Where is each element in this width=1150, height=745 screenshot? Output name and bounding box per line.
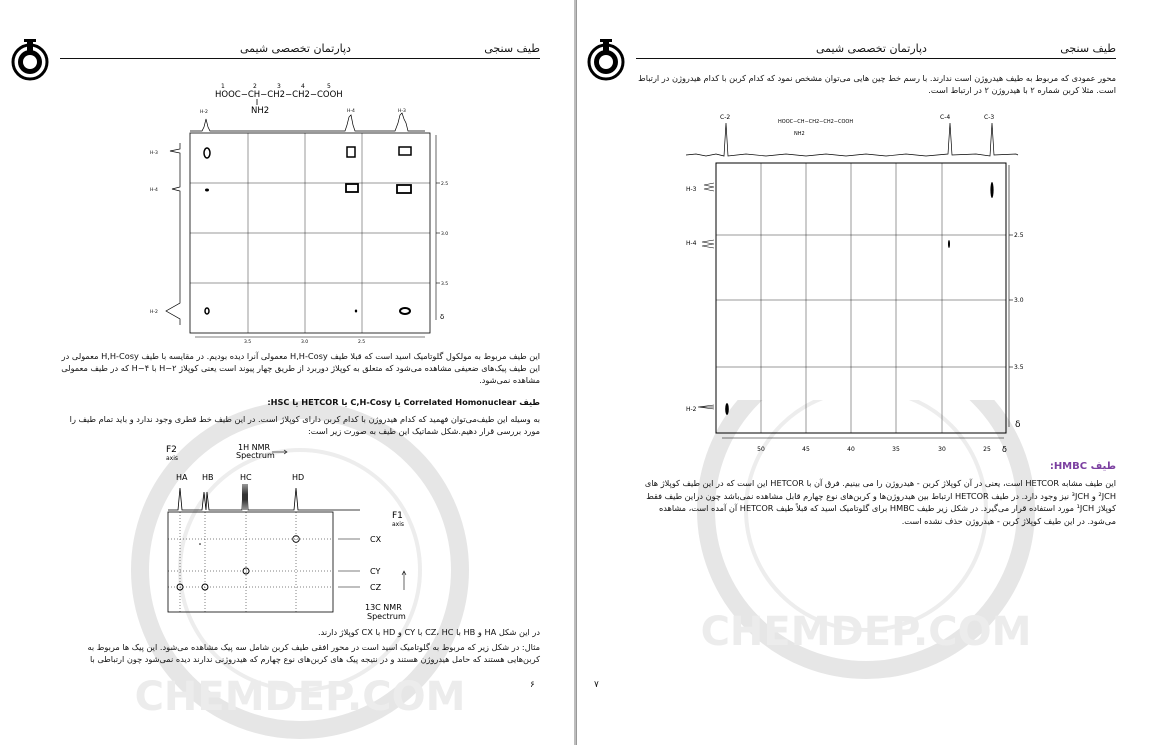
carbon-label: C-3 (984, 114, 995, 121)
header-rule (636, 58, 1116, 59)
h-nmr-sub: Spectrum (236, 451, 275, 460)
c-label: CZ (370, 583, 382, 592)
axis-tick-right: 3.0 (1014, 297, 1024, 304)
hetcor-spectrum (686, 105, 1046, 455)
header-rule (60, 58, 540, 59)
c-nmr-label: 13C NMR (365, 603, 402, 612)
axis-tick-bottom: 3.0 (301, 340, 309, 345)
section-heading: طیف Correlated Homonuclear یا C,H-Cosy یا HETCOR یا HSC: (267, 397, 540, 407)
axis-tick-right: 2.5 (441, 182, 449, 187)
molecule-formula: HOOC−CH−CH2−CH2−COOH (778, 119, 854, 125)
carbon-number: 1 (221, 83, 225, 90)
h-nmr-label: 1H NMR (238, 443, 271, 452)
department-logo (584, 38, 628, 82)
h-label: H-2 (686, 406, 697, 413)
molecule-nh2: NH2 (251, 106, 270, 116)
watermark-text: CHEMDEP.COM (700, 609, 1032, 655)
axis-tick-right: 3.0 (441, 232, 449, 237)
molecule-formula: HOOC−CH−CH2−CH2−COOH (215, 90, 343, 100)
axis-tick-bottom: 50 (757, 446, 765, 453)
carbon-label: C-4 (940, 114, 951, 121)
carbon-number: 2 (253, 83, 257, 90)
header-department: دپارتمان تخصصی شیمی (816, 42, 927, 55)
h-label: H-4 (686, 240, 697, 247)
peak-label-left: H-2 (150, 310, 158, 315)
page-edge (576, 0, 577, 745)
h-label: HD (292, 473, 305, 482)
f2-axis-sub: axis (166, 455, 179, 462)
h-label: HC (240, 473, 252, 482)
f2-axis-label: F2 (166, 445, 177, 455)
peak-label-top: H-4 (347, 109, 355, 114)
peak-label-left: H-3 (150, 151, 158, 156)
paragraph: در این شکل HA و HB با CZ، HC با CY و HD با CX کوپلاژ دارند. (318, 627, 540, 637)
c-nmr-sub: Spectrum (367, 612, 406, 621)
cosy-spectrum (140, 105, 460, 345)
axis-tick-right: 3.5 (1014, 364, 1024, 371)
section-heading: طیف HMBC: (1049, 461, 1116, 472)
h-label: HB (202, 473, 214, 482)
axis-delta: δ (1002, 445, 1007, 454)
page-number: ۷ (594, 680, 599, 690)
carbon-number: 4 (301, 83, 305, 90)
c-label: CY (370, 567, 381, 576)
paragraph: به وسیله این طیف‌می‌توان فهمید که کدام هیدروژن با کدام کربن دارای کوپلاژ است. در این طیف خط قطری وجود ندارد و باید تمام طیف را مورد بررسی قرار دهیم.شکل شماتیک این طیف به صورت زیر است: (69, 414, 540, 436)
header-department: دپارتمان تخصصی شیمی (240, 42, 351, 55)
carbon-number: 5 (327, 83, 331, 90)
paragraph: محور عمودی که مربوط به طیف هیدروژن است ندارند. با رسم خط چین هایی می‌توان مشخص نمود که کدام کربن با کدام هیدروژن در ارتباط است. مثلا کربن شماره ۲ با هیدروژن ۲ در ارتباط است. (638, 73, 1116, 95)
axis-tick-right: 3.5 (441, 282, 449, 287)
axis-tick-bottom: 2.5 (358, 340, 366, 345)
watermark-text: CHEMDEP.COM (134, 674, 466, 720)
carbon-number: 3 (277, 83, 281, 90)
document-page-right (576, 0, 1150, 745)
page-number: ۶ (530, 680, 535, 690)
axis-tick-bottom: 45 (802, 446, 810, 453)
peak-label-top: H-2 (200, 110, 208, 115)
axis-tick-bottom: 35 (892, 446, 900, 453)
peak-label-top: H-3 (398, 109, 406, 114)
page-header (636, 38, 1116, 58)
h-label: HA (176, 473, 188, 482)
c-label: CX (370, 535, 382, 544)
header-subject: طیف سنجی (484, 42, 540, 55)
document-page-left (0, 0, 574, 745)
axis-delta: δ (1015, 420, 1021, 430)
molecule-nh2: NH2 (794, 131, 805, 137)
header-subject: طیف سنجی (1060, 42, 1116, 55)
axis-tick-bottom: 30 (938, 446, 946, 453)
paragraph: این طیف مربوط به مولکول گلوتامیک اسید است که قبلا طیف H,H-Cosy معمولی آنرا دیده بودیم. در مقایسه با طیف H,H-Cosy معمولی در این طیف پیک‌های ضعیفی مشاهده می‌شود که متعلق به کوپلاژ دوربرد از طریق چهار پیوند است یعنی کوپلاژ ۲−H با ۴−H که در طیف معمولی مشاهده نمی‌شود. (61, 351, 540, 385)
f1-axis-label: F1 (392, 511, 403, 521)
peak-label-left: H-4 (150, 188, 158, 193)
hetcor-schematic (160, 440, 420, 625)
page-header (60, 38, 540, 58)
axis-tick-right: 2.5 (1014, 232, 1024, 239)
axis-tick-bottom: 40 (847, 446, 855, 453)
axis-delta: δ (440, 313, 445, 321)
department-logo (8, 38, 52, 82)
axis-tick-bottom: 3.5 (244, 340, 252, 345)
axis-tick-bottom: 25 (983, 446, 991, 453)
f1-axis-sub: axis (392, 521, 405, 528)
carbon-label: C-2 (720, 114, 731, 121)
paragraph: مثال: در شکل زیر که مربوط به گلوتامیک اسید است در محور افقی طیف کربن شامل سه پیک مشاهده می‌شود. این پیک ها مربوط به کربن‌هایی هستند که حامل هیدروژن هستند و در نتیجه پیک های کربن‌های نوع چهارم که هیدروژنی ندارند دیده نمی‌شود چون ارتباطی با (87, 642, 540, 664)
paragraph: این طیف مشابه HETCOR است، یعنی در آن کوپلاژ کربن - هیدروژن را می بینیم. فرق آن با HETCOR این است که در این طیف کوپلاژ های ²JCH و ³JCH نیز وجود دارد. در طیف HETCOR ارتباط بین هیدروژن‌ها و کربن‌های نوع چهارم قابل مشاهده نمی‌باشد چون دراین طیف فقط کوپلاژ ¹JCH مورد استفاده قرار می‌گیرد. در شکل زیر طیف HMBC برای گلوتامیک اسید که قبلاً طیف HETCOR آن آمده است، مشاهده می‌شود. در این طیف کوپلاژ کربن - هیدروژن حذف نشده است. (644, 478, 1116, 526)
h-label: H-3 (686, 186, 697, 193)
